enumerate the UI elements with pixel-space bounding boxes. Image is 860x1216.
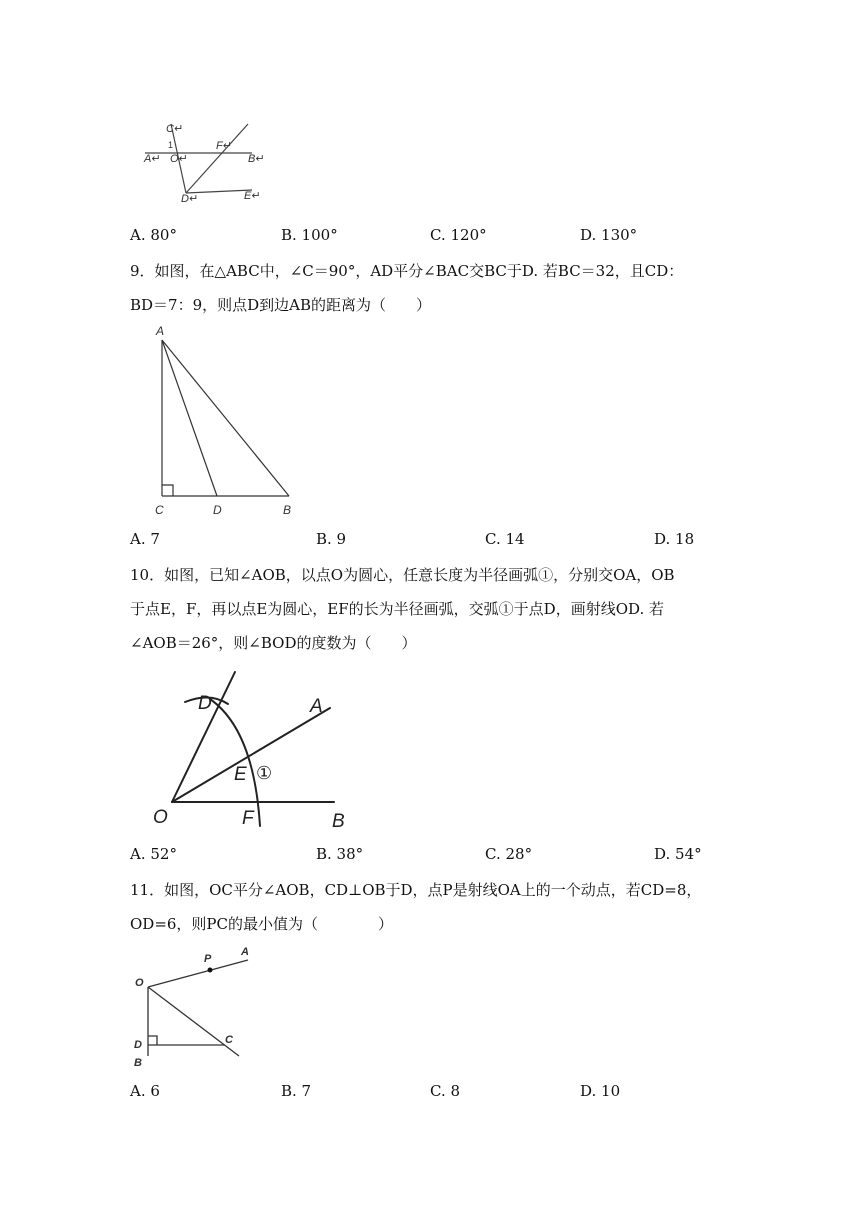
- q11-label-d: D: [134, 1039, 142, 1051]
- q8-label-e: E↵: [244, 190, 261, 202]
- q11-label-p: P: [204, 953, 212, 965]
- q8-label-c: C↵: [166, 123, 184, 135]
- q9-label-d: D: [213, 503, 222, 517]
- q9-label-c: C: [155, 503, 164, 517]
- q11-label-c: C: [225, 1034, 233, 1046]
- q8-label-o: O↵: [170, 153, 188, 165]
- q10-stem-line3: ∠AOB＝26°，则∠BOD的度数为（ ）: [130, 634, 417, 652]
- q9-label-b: B: [283, 503, 292, 517]
- q9-option-c[interactable]: C. 14: [485, 530, 525, 548]
- q8-label-d: D↵: [181, 193, 199, 204]
- q10-label-o: O: [153, 807, 168, 828]
- q10-option-b[interactable]: B. 38°: [316, 845, 364, 863]
- q10-label-d: D: [198, 693, 212, 714]
- q11-option-c[interactable]: C. 8: [430, 1082, 461, 1100]
- q11-label-o: O: [135, 977, 144, 989]
- q10-label-a: A: [310, 696, 323, 717]
- q11-option-a[interactable]: A. 6: [130, 1082, 160, 1100]
- q9-stem-line2: BD＝7：9，则点D到边AB的距离为（ ）: [130, 296, 432, 314]
- q8-label-1: 1: [168, 140, 174, 150]
- q9-option-d[interactable]: D. 18: [654, 530, 695, 548]
- q10-stem-line1: 10．如图，已知∠AOB，以点O为圆心，任意长度为半径画弧①，分别交OA，OB: [130, 566, 675, 584]
- q8-option-d[interactable]: D. 130°: [580, 226, 638, 244]
- q11-stem-line1: 11．如图，OC平分∠AOB，CD⊥OB于D，点P是射线OA上的一个动点，若CD=8，: [130, 881, 702, 899]
- q8-figure: [140, 118, 270, 204]
- q8-option-a[interactable]: A. 80°: [130, 226, 177, 244]
- q8-option-c[interactable]: C. 120°: [430, 226, 487, 244]
- q11-option-d[interactable]: D. 10: [580, 1082, 621, 1100]
- q11-point-p: [208, 968, 213, 973]
- q8-label-a: A↵: [144, 153, 161, 165]
- q8-label-b: B↵: [248, 153, 265, 165]
- q10-figure: [150, 664, 360, 834]
- q11-label-a: A: [241, 946, 249, 958]
- q11-figure: [125, 944, 265, 1074]
- q9-figure: [145, 320, 305, 520]
- q10-stem-line2: 于点E，F，再以点E为圆心，EF的长为半径画弧，交弧①于点D，画射线OD. 若: [130, 600, 665, 618]
- q10-label-b: B: [332, 811, 345, 832]
- q10-label-e: E: [234, 764, 247, 785]
- q10-option-a[interactable]: A. 52°: [130, 845, 177, 863]
- q11-stem-line2: OD=6，则PC的最小值为（ ）: [130, 915, 394, 933]
- q9-option-a[interactable]: A. 7: [130, 530, 160, 548]
- q11-option-b[interactable]: B. 7: [281, 1082, 312, 1100]
- q10-label-circled-1: ①: [256, 763, 273, 783]
- q8-label-f: F↵: [216, 140, 232, 152]
- q9-stem-line1: 9．如图，在△ABC中，∠C＝90°，AD平分∠BAC交BC于D. 若BC＝32，且CD：: [130, 262, 684, 280]
- q11-label-b: B: [134, 1057, 142, 1069]
- q9-option-b[interactable]: B. 9: [316, 530, 347, 548]
- q8-option-b[interactable]: B. 100°: [281, 226, 338, 244]
- q9-label-a: A: [156, 324, 165, 338]
- q10-option-d[interactable]: D. 54°: [654, 845, 702, 863]
- q10-option-c[interactable]: C. 28°: [485, 845, 533, 863]
- q10-label-f: F: [242, 808, 254, 829]
